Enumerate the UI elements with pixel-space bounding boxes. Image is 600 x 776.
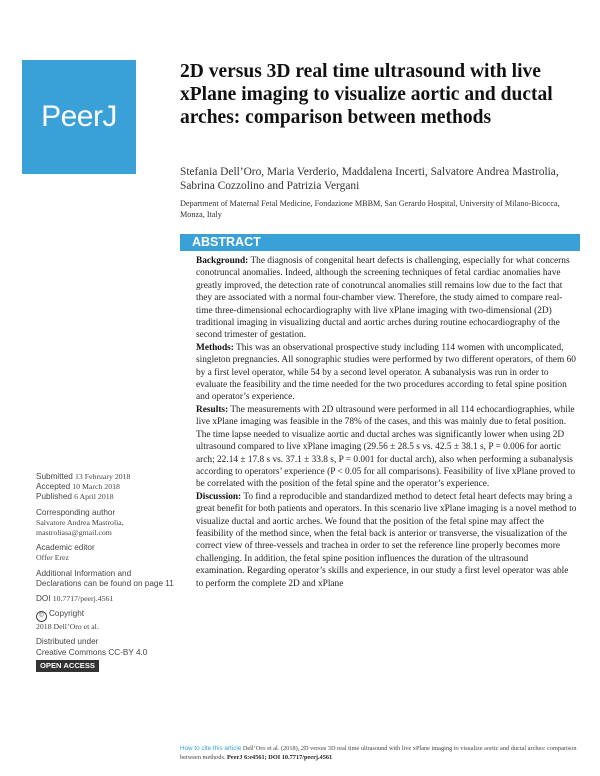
discussion-text: To find a reproducible and standardized method to detect fetal heart defects may bring a great benefit for both patients and operators. In this scenario live xPlane imaging is a novel method to visualize ductal and aortic arches. We found that the position of the fetal spine may affect the feasibility of the method since, when the fetal back is anterior or transverse, the visualization of the correct view of three-vessels and trachea in order to set the reference line properly becomes more challenging. In addition, the fetal spine position influences the duration of the ultrasound examination. Regarding operator’s skills and experience, in our study a first level operator was able to perform the complete 2D and xPlane bbox=[196, 491, 577, 589]
editor-name: Offer Erez bbox=[36, 553, 69, 563]
corresponding-email[interactable]: mastroliasa@gmail.com bbox=[36, 528, 112, 538]
copyright-label: Copyright bbox=[49, 609, 85, 619]
logo-text: PeerJ bbox=[41, 100, 117, 133]
dates-group bbox=[36, 472, 176, 503]
doi-label: DOI bbox=[36, 594, 51, 604]
abstract-results bbox=[196, 404, 578, 491]
published-label: Published bbox=[36, 492, 72, 502]
license-group bbox=[36, 637, 176, 672]
background-label: Background: bbox=[196, 256, 249, 266]
cite-text: Dell’Oro et al. (2018), 2D versus 3D real time ultrasound with live xPlane imaging to visualize aortic and ductal arches: comparison between methods. bbox=[180, 745, 577, 761]
accepted-label: Accepted bbox=[36, 482, 71, 492]
published-date: 6 April 2018 bbox=[74, 492, 114, 502]
abstract-background bbox=[196, 255, 578, 342]
methods-label: Methods: bbox=[196, 342, 234, 353]
affiliation: Department of Maternal Fetal Medicine, Fondazione MBBM, San Gerardo Hospital, University of Milano-Bicocca, Monza, Italy bbox=[180, 199, 560, 219]
editor-group bbox=[36, 543, 176, 563]
copyright-group bbox=[36, 609, 176, 632]
license-link[interactable]: Creative Commons CC-BY 4.0 bbox=[36, 647, 148, 657]
article-sidebar bbox=[36, 472, 176, 677]
corresponding-label: Corresponding author bbox=[36, 507, 116, 517]
accepted-date: 10 March 2018 bbox=[72, 482, 120, 492]
article-title: 2D versus 3D real time ultrasound with live xPlane imaging to visualize aortic and ductal arches: comparison between methods bbox=[180, 61, 553, 128]
copyright-icon: © bbox=[36, 611, 47, 622]
results-label: Results: bbox=[196, 404, 229, 415]
doi-line bbox=[36, 594, 176, 604]
copyright-holder: 2018 Dell’Oro et al. bbox=[36, 622, 99, 632]
results-text: The measurements with 2D ultrasound were performed in all 114 echocardiographies, while live xPlane imaging was feasible in the 78% of the cases, and this was mainly due to fetal position. The time lapse needed to visualize aortic and ductal arches was significantly lower when using 2D ultrasound compared to live xPlane imaging (29.56 ± 28.5 s vs. 42.5 ± 38.1 s, P = 0.006 for aortic arch; 22.14 ± 17.8 s vs. 37.1 ± 33.8 s, P = 0.001 for ductal arch), also when performing a subanalysis according to operators’ experience (P < 0.05 for all comparisons). Feasibility of live xPlane proved to be correlated with the position of the fetal spine and the operator’s experience. bbox=[196, 404, 576, 490]
corresponding-name: Salvatore Andrea Mastrolia, bbox=[36, 517, 124, 527]
accepted-line bbox=[36, 482, 176, 492]
author-list: Stefania Dell’Oro, Maria Verderio, Maddalena Incerti, Salvatore Andrea Mastrolia, Sabrina Cozzolino and Patrizia Vergani bbox=[180, 166, 559, 192]
doi-link[interactable]: 10.7717/peerj.4561 bbox=[52, 594, 114, 604]
copyright-line bbox=[36, 609, 176, 622]
corresponding-group bbox=[36, 508, 176, 539]
citation-footer bbox=[180, 744, 580, 762]
editor-label: Academic editor bbox=[36, 543, 95, 553]
distributed-label: Distributed under bbox=[36, 637, 99, 647]
cite-label: How to cite this article bbox=[180, 745, 242, 752]
abstract-discussion bbox=[196, 491, 578, 590]
submitted-line bbox=[36, 472, 176, 482]
cite-journal[interactable]: PeerJ 6:e4561; DOI 10.7717/peerj.4561 bbox=[227, 754, 333, 761]
open-access-badge: OPEN ACCESS bbox=[36, 660, 99, 672]
published-line bbox=[36, 492, 176, 502]
peerj-logo[interactable] bbox=[22, 60, 136, 174]
methods-text: This was an observational prospective study including 114 women with uncomplicated, singleton pregnancies. All sonographic studies were performed by two different operators, of them 60 by a first level operator, while 54 by a second level operator. A subanalysis was run in order to evaluate the feasibility and the time needed for the two procedures according to fetal spine position and operator’s experience. bbox=[196, 342, 576, 403]
abstract-body bbox=[196, 255, 578, 590]
abstract-methods bbox=[196, 342, 578, 404]
submitted-label: Submitted bbox=[36, 472, 73, 481]
submitted-date: 13 February 2018 bbox=[75, 472, 131, 481]
background-text: The diagnosis of congenital heart defects is challenging, especially for what concerns conotruncal anomalies. Indeed, although the screening techniques of fetal cardiac anomalies have greatly improved, the detection rate of conotruncal anomalies still remains low due to the fact that they are associated with a normal four-chamber view. Therefore, the study aimed to compare real-time three-dimensional echocardiography with live xPlane imaging with two-dimensional (2D) traditional imaging in visualizing ductal and aortic arches during routine echocardiography of the second trimester of gestation. bbox=[196, 256, 570, 341]
additional-info-link[interactable]: Additional Information and Declarations can be found on page 11 bbox=[36, 568, 174, 588]
discussion-label: Discussion: bbox=[196, 491, 242, 502]
abstract-heading: ABSTRACT bbox=[180, 234, 580, 251]
